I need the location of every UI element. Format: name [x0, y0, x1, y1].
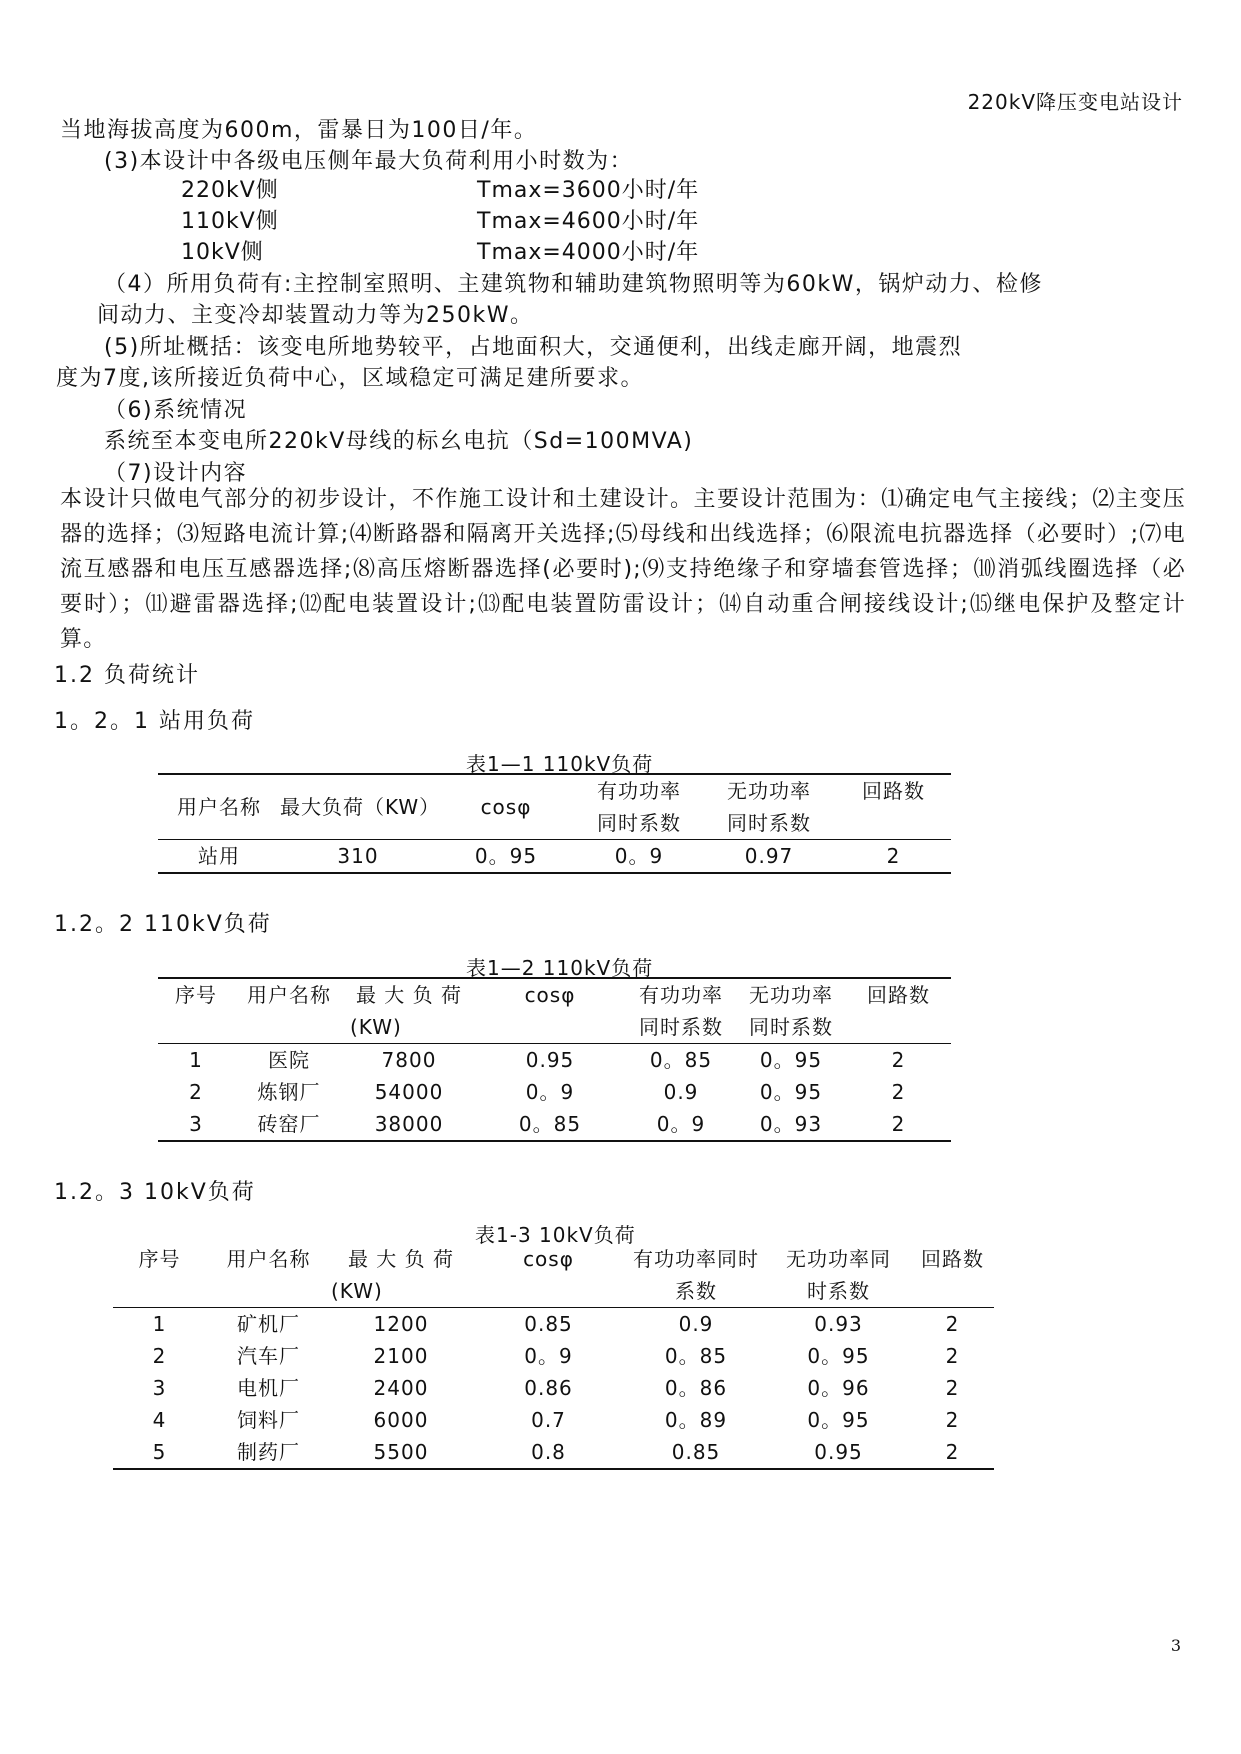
table-cell: 0。95: [807, 1344, 870, 1368]
item6-text: 系统至本变电所220kV母线的标幺电抗（Sd=100MVA): [104, 429, 694, 454]
table-cell: 0。9: [524, 1344, 573, 1368]
table-cell: 0。95: [759, 1048, 823, 1072]
table-cell: 2: [945, 1344, 960, 1368]
table2-header-user: 用户名称: [247, 983, 331, 1007]
table-row: [158, 1044, 951, 1077]
table-cell: 0.86: [524, 1376, 573, 1400]
table3-header-active-l2: 系数: [675, 1279, 717, 1303]
table3-header-circuits: 回路数: [921, 1247, 984, 1271]
table-cell: 0。95: [759, 1080, 823, 1104]
table-cell: 饲料厂: [237, 1408, 300, 1432]
table-cell: 0.9: [678, 1312, 714, 1336]
design-scope-paragraph: 本设计只做电气部分的初步设计，不作施工设计和土建设计。主要设计范围为：⑴确定电气主接线；⑵主变压器的选择；⑶短路电流计算;⑷断路器和隔离开关选择;⑸母线和出线选择；⑹限流电抗器选择（必要时）;⑺电流互感器和电压互感器选择;⑻高压熔断器选择(必要时);⑼支持绝缘子和穿墙套管选择；⑽消弧线圈选择（必要时）；⑾避雷器选择;⑿配电装置设计;⒀配电装置防雷设计；⒁自动重合闸接线设计;⒂继电保护及整定计算。: [60, 487, 1186, 652]
table3-header-user: 用户名称: [226, 1247, 311, 1271]
item7-title: （7)设计内容: [104, 461, 248, 486]
table-cell: 7800: [381, 1048, 437, 1072]
table-cell: 0。95: [807, 1408, 870, 1432]
item4-line1: （4）所用负荷有:主控制室照明、主建筑物和辅助建筑物照明等为60kW，锅炉动力、检修: [104, 272, 1043, 297]
table2: [158, 977, 951, 1142]
table-cell: 38000: [374, 1112, 444, 1136]
table1-caption: 表1—1 110kV负荷: [466, 752, 654, 776]
table3-caption: 表1-3 10kV负荷: [475, 1223, 636, 1247]
tmax-value-220: Tmax=3600小时/年: [477, 178, 700, 203]
table-cell: 0。85: [518, 1112, 582, 1136]
table-cell: 0。85: [649, 1048, 713, 1072]
table-cell: 2: [891, 1080, 906, 1104]
table3-header-max-load: [331, 1243, 471, 1308]
table-cell: 炼钢厂: [257, 1080, 321, 1104]
table-row: [113, 1436, 994, 1469]
table3-header-row: [113, 1243, 994, 1308]
table-cell: 4: [152, 1408, 167, 1432]
table-row: [158, 1076, 951, 1108]
table-cell: 0.85: [671, 1440, 721, 1464]
table-cell: 3: [189, 1112, 203, 1136]
table-cell: 2: [945, 1376, 960, 1400]
table1-header-max-load: 最大负荷（KW）: [280, 795, 441, 819]
section-1-2: 1.2 负荷统计: [54, 663, 200, 688]
table1-header-reactive-l2: 同时系数: [727, 811, 811, 835]
table-cell: 2: [945, 1312, 960, 1336]
table-cell: 0。86: [664, 1376, 728, 1400]
table-cell: 0。96: [807, 1376, 870, 1400]
table-cell: 0.95: [814, 1440, 863, 1464]
table-cell: 5500: [373, 1440, 429, 1464]
table-cell: 医院: [268, 1048, 310, 1072]
table-cell: 3: [152, 1376, 167, 1400]
table-row: [113, 1340, 994, 1372]
table2-header-max-load-l1: 最 大 负 荷: [355, 983, 463, 1007]
table-cell: 2400: [373, 1376, 429, 1400]
tmax-value-10: Tmax=4000小时/年: [477, 240, 700, 265]
section-1-2-2: 1.2。2 110kV负荷: [54, 912, 272, 937]
table2-header-reactive-l1: 无功功率: [749, 983, 833, 1007]
table-cell: 0。85: [664, 1344, 728, 1368]
table-cell: 310: [337, 844, 379, 868]
table-cell: 2: [945, 1440, 960, 1464]
table2-header-reactive: [736, 978, 846, 1044]
table3-header-active-l1: 有功功率同时: [633, 1247, 759, 1271]
table-cell: 0。9: [614, 844, 664, 868]
table3-header-active: [626, 1243, 766, 1308]
section-1-2-3: 1.2。3 10kV负荷: [54, 1180, 256, 1205]
item5-line2: 度为7度,该所接近负荷中心，区域稳定可满足建所要求。: [56, 366, 644, 391]
table2-header-index: 序号: [175, 983, 217, 1007]
item3-title: (3)本设计中各级电压侧年最大负荷利用小时数为：: [104, 149, 634, 174]
table-cell: 2: [945, 1408, 960, 1432]
table-cell: 2: [886, 844, 901, 868]
table-row: [113, 1372, 994, 1404]
item6-title: （6)系统情况: [104, 398, 248, 423]
table-row: [158, 840, 951, 874]
table-cell: 0。9: [656, 1112, 706, 1136]
table1-header-active-l2: 同时系数: [597, 811, 681, 835]
table3-header-reactive-l1: 无功功率同: [786, 1247, 891, 1271]
table-cell: 0.9: [663, 1080, 699, 1104]
table-cell: 2100: [373, 1344, 429, 1368]
table-cell: 6000: [373, 1408, 429, 1432]
table-cell: 砖窑厂: [257, 1112, 321, 1136]
table-cell: 5: [152, 1440, 167, 1464]
table-cell: 1200: [373, 1312, 429, 1336]
table-row: [113, 1308, 994, 1341]
table-cell: 54000: [374, 1080, 444, 1104]
page-header: 220kV降压变电站设计: [967, 90, 1183, 114]
tmax-side-10: 10kV侧: [181, 240, 264, 265]
table2-header-max-load: [344, 978, 474, 1044]
table1-header-active-l1: 有功功率: [597, 779, 681, 803]
intro-line: 当地海拔高度为600m，雷暴日为100日/年。: [60, 118, 538, 143]
table1-header-reactive-l1: 无功功率: [727, 779, 811, 803]
table-cell: 0。89: [664, 1408, 728, 1432]
table-cell: 站用: [198, 844, 240, 868]
tmax-side-220: 220kV侧: [181, 178, 279, 203]
table2-header-active: [626, 978, 736, 1044]
table-cell: 制药厂: [237, 1440, 300, 1464]
table-cell: 0.7: [531, 1408, 566, 1432]
item4-line2: 间动力、主变冷却装置动力等为250kW。: [97, 303, 534, 328]
table-cell: 0.95: [525, 1048, 575, 1072]
table2-caption: 表1—2 110kV负荷: [466, 956, 654, 980]
table-cell: 0。95: [474, 844, 538, 868]
table-cell: 1: [189, 1048, 203, 1072]
table-cell: 2: [189, 1080, 203, 1104]
table-cell: 1: [152, 1312, 167, 1336]
table2-header-active-l1: 有功功率: [639, 983, 723, 1007]
section-1-2-1: 1。2。1 站用负荷: [54, 709, 255, 734]
table-cell: 矿机厂: [237, 1312, 300, 1336]
table3-header-max-load-l1: 最 大 负 荷: [347, 1247, 455, 1271]
table1-header-circuits: 回路数: [862, 779, 925, 803]
table1-header-cos: cosφ: [480, 795, 532, 819]
table3-header-index: 序号: [138, 1247, 181, 1271]
table3-header-cos: cosφ: [523, 1247, 574, 1271]
table-cell: 0。93: [759, 1112, 823, 1136]
table-cell: 2: [891, 1112, 906, 1136]
table-cell: 0.85: [524, 1312, 573, 1336]
table2-header-active-l2: 同时系数: [639, 1015, 723, 1039]
table1-header-row: [158, 774, 951, 840]
table-row: [113, 1404, 994, 1436]
table2-header-reactive-l2: 同时系数: [749, 1015, 833, 1039]
table-cell: 0.8: [531, 1440, 566, 1464]
table-cell: 2: [152, 1344, 167, 1368]
table-cell: 0.93: [814, 1312, 863, 1336]
table1: [158, 773, 951, 874]
table1-header-active: [576, 774, 702, 840]
table3-header-max-load-l2: (KW): [331, 1279, 383, 1303]
tmax-side-110: 110kV侧: [181, 209, 279, 234]
table-cell: 0。9: [525, 1080, 575, 1104]
table2-header-cos: cosφ: [524, 983, 576, 1007]
table2-header-circuits: 回路数: [867, 983, 930, 1007]
table3-header-reactive: [766, 1243, 911, 1308]
table1-header-reactive: [702, 774, 836, 840]
table-cell: 汽车厂: [237, 1344, 300, 1368]
table2-header-max-load-l2: (KW): [350, 1015, 402, 1039]
table1-header-user: 用户名称: [177, 795, 261, 819]
tmax-value-110: Tmax=4600小时/年: [477, 209, 700, 234]
table2-header-row: [158, 978, 951, 1044]
table3: [113, 1243, 994, 1470]
table-row: [158, 1108, 951, 1141]
table3-header-reactive-l2: 时系数: [807, 1279, 870, 1303]
table-cell: 0.97: [744, 844, 794, 868]
table-cell: 电机厂: [237, 1376, 300, 1400]
item5-line1: (5)所址概括：该变电所地势较平，占地面积大，交通便利，出线走廊开阔，地震烈: [104, 335, 963, 360]
page-number: 3: [1170, 1636, 1181, 1655]
table-cell: 2: [891, 1048, 906, 1072]
